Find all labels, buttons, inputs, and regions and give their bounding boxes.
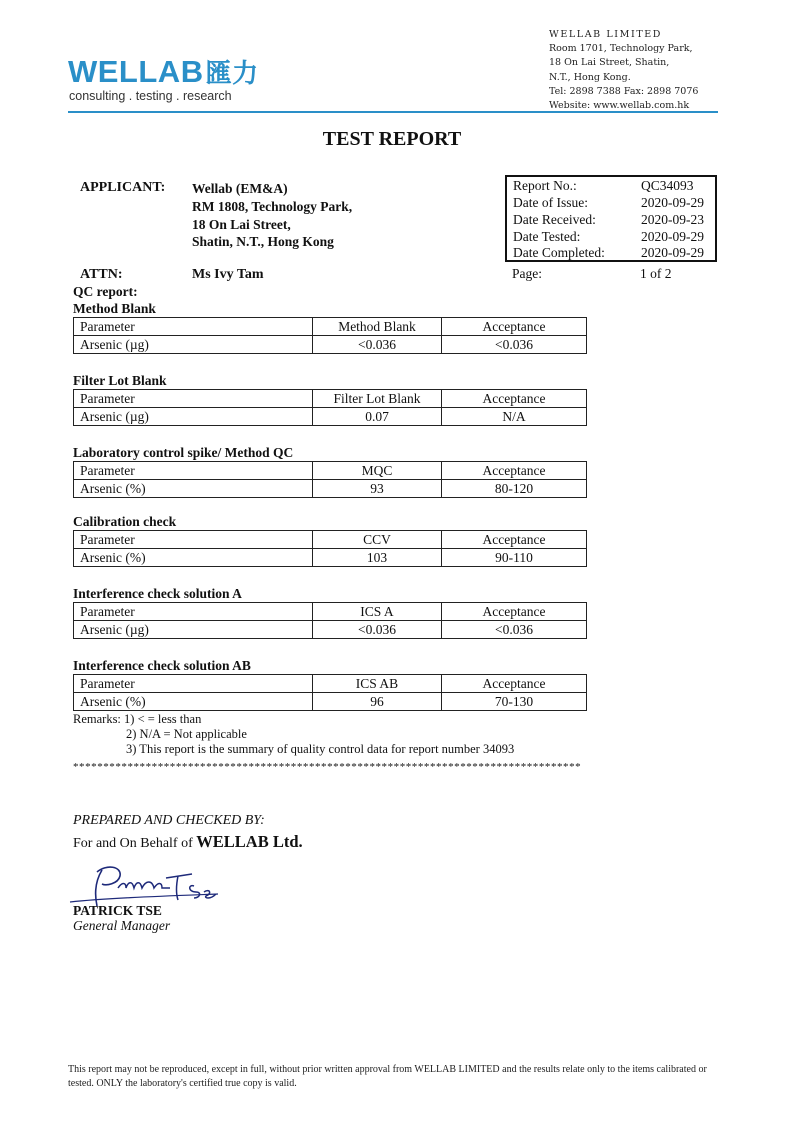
info-value: 2020-09-23 — [641, 212, 704, 227]
header-cell: Acceptance — [442, 603, 587, 621]
section-title: Interference check solution AB — [73, 658, 251, 673]
remarks-block — [73, 712, 514, 757]
qc-table-calibration-check — [73, 530, 587, 567]
company-name-bold: WELLAB Ltd. — [196, 832, 303, 851]
table-cell: <0.036 — [442, 621, 587, 639]
info-label: Date of Issue: — [513, 195, 588, 210]
table-cell: Arsenic (%) — [74, 693, 313, 711]
table-cell: <0.036 — [313, 336, 442, 354]
info-value: 2020-09-29 — [641, 245, 704, 260]
table-cell: 103 — [313, 549, 442, 567]
table-cell: Arsenic (%) — [74, 480, 313, 498]
asterisk-separator: ************************************************************************************ — [73, 761, 582, 773]
section-title: Filter Lot Blank — [73, 373, 167, 388]
section-title: Laboratory control spike/ Method QC — [73, 445, 294, 460]
table-header-row — [74, 462, 587, 480]
section-title: Interference check solution A — [73, 586, 242, 601]
header-cell: Acceptance — [442, 318, 587, 336]
info-label: Date Received: — [513, 212, 596, 227]
signer-position: General Manager — [73, 918, 171, 933]
applicant-line: Shatin, N.T., Hong Kong — [192, 234, 334, 250]
remark-line: Remarks: 1) < = less than — [73, 712, 202, 726]
company-address-line: N.T., Hong Kong. — [549, 71, 631, 83]
company-address-block — [549, 28, 698, 113]
info-value: QC34093 — [641, 178, 694, 193]
info-value: 2020-09-29 — [641, 229, 704, 244]
header-cell: Acceptance — [442, 390, 587, 408]
qc-table-ics-a — [73, 602, 587, 639]
table-header-row — [74, 390, 587, 408]
header-cell: Acceptance — [442, 462, 587, 480]
attn-value: Ms Ivy Tam — [192, 267, 264, 282]
table-cell: Arsenic (µg) — [74, 621, 313, 639]
table-row — [74, 693, 587, 711]
header-cell: CCV — [313, 531, 442, 549]
table-cell: Arsenic (%) — [74, 549, 313, 567]
qc-table-ics-ab — [73, 674, 587, 711]
table-row — [74, 621, 587, 639]
header-cell: MQC — [313, 462, 442, 480]
header-cell: Acceptance — [442, 675, 587, 693]
qc-table-filter-lot-blank — [73, 389, 587, 426]
table-row — [74, 480, 587, 498]
info-value: 2020-09-29 — [641, 195, 704, 210]
table-cell: Arsenic (µg) — [74, 408, 313, 426]
applicant-address — [192, 180, 352, 251]
table-header-row — [74, 603, 587, 621]
header-cell: Filter Lot Blank — [313, 390, 442, 408]
logo-tagline: consulting . testing . research — [69, 89, 232, 103]
table-header-row — [74, 531, 587, 549]
table-cell: 80-120 — [442, 480, 587, 498]
header-divider — [68, 111, 718, 113]
header-cell: Parameter — [74, 603, 313, 621]
signer-name: PATRICK TSE — [73, 903, 162, 918]
applicant-line: Wellab (EM&A) — [192, 181, 288, 196]
header-cell: Parameter — [74, 462, 313, 480]
table-cell: 90-110 — [442, 549, 587, 567]
table-row — [74, 408, 587, 426]
header-cell: ICS A — [313, 603, 442, 621]
qc-table-method-blank — [73, 317, 587, 354]
company-website: Website: www.wellab.com.hk — [549, 100, 690, 112]
info-label: Report No.: — [513, 178, 577, 193]
company-address-line: Room 1701, Technology Park, — [549, 43, 693, 55]
table-cell: <0.036 — [442, 336, 587, 354]
table-header-row — [74, 318, 587, 336]
info-label: Date Tested: — [513, 229, 581, 244]
table-cell: Arsenic (µg) — [74, 336, 313, 354]
page-title: TEST REPORT — [322, 128, 462, 150]
header-cell: Parameter — [74, 675, 313, 693]
header-cell: Parameter — [74, 531, 313, 549]
table-row — [74, 549, 587, 567]
report-info-box — [505, 175, 717, 262]
table-cell: 93 — [313, 480, 442, 498]
remark-line: 2) N/A = Not applicable — [126, 727, 247, 741]
table-cell: 96 — [313, 693, 442, 711]
company-logo — [68, 56, 259, 89]
qc-report-heading: QC report: — [73, 284, 138, 299]
page-number-row — [512, 266, 712, 284]
page-value: 1 of 2 — [640, 266, 672, 281]
logo-chinese: 匯力 — [205, 58, 259, 88]
table-header-row — [74, 675, 587, 693]
table-row — [74, 336, 587, 354]
company-name: WELLAB LIMITED — [549, 29, 663, 40]
table-cell: N/A — [442, 408, 587, 426]
table-cell: <0.036 — [313, 621, 442, 639]
applicant-line: RM 1808, Technology Park, — [192, 198, 353, 214]
company-address-line: 18 On Lai Street, Shatin, — [549, 57, 670, 69]
header-cell: Parameter — [74, 318, 313, 336]
qc-table-method-qc — [73, 461, 587, 498]
info-label: Date Completed: — [513, 245, 605, 260]
company-contact: Tel: 2898 7388 Fax: 2898 7076 — [549, 85, 699, 97]
applicant-label: APPLICANT: — [80, 180, 166, 195]
logo-text: WELLAB — [68, 54, 204, 89]
header-cell: Acceptance — [442, 531, 587, 549]
prepared-by-label: PREPARED AND CHECKED BY: — [73, 813, 265, 828]
on-behalf-prefix: For and On Behalf of — [73, 836, 197, 851]
header-cell: ICS AB — [313, 675, 442, 693]
on-behalf-line — [73, 832, 303, 852]
attn-label: ATTN: — [80, 267, 123, 282]
section-title: Method Blank — [73, 301, 156, 316]
header-cell: Parameter — [74, 390, 313, 408]
section-title: Calibration check — [73, 514, 177, 529]
header-cell: Method Blank — [313, 318, 442, 336]
footer-disclaimer: This report may not be reproduced, except in full, without prior written approval from WELLAB LIMITED and the results relate only to the items calibrated or tested. ONLY the laboratory's certified true copy is valid. — [68, 1064, 707, 1089]
table-cell: 0.07 — [313, 408, 442, 426]
page-label: Page: — [512, 266, 542, 281]
table-cell: 70-130 — [442, 693, 587, 711]
applicant-line: 18 On Lai Street, — [192, 216, 291, 232]
remark-line: 3) This report is the summary of quality control data for report number 34093 — [126, 742, 515, 756]
